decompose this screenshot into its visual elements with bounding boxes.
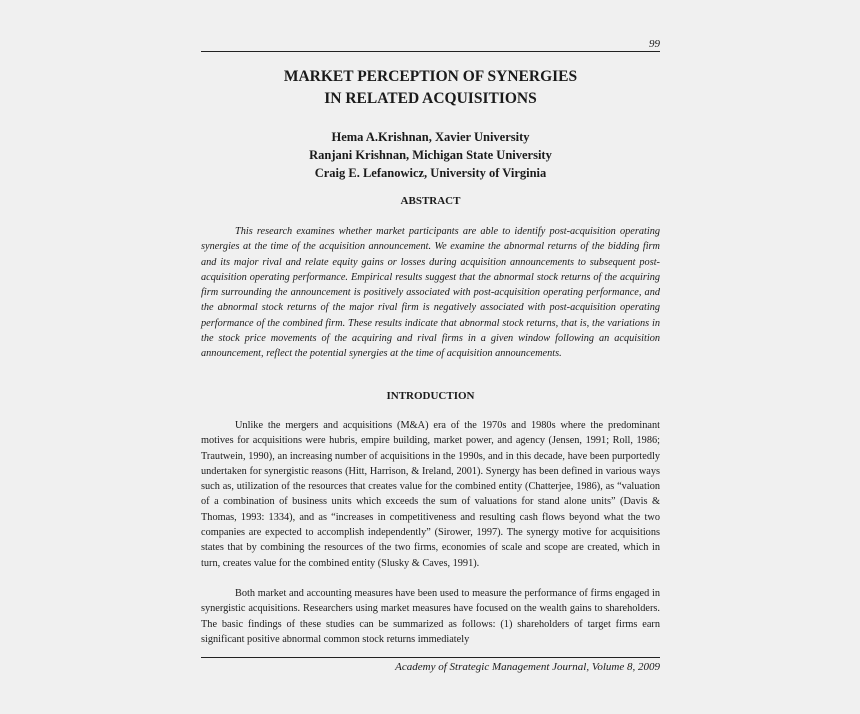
author-line: Hema A.Krishnan, Xavier University — [331, 130, 530, 144]
abstract-heading: ABSTRACT — [400, 195, 461, 207]
introduction-heading: INTRODUCTION — [386, 390, 475, 402]
body-paragraph: Unlike the mergers and acquisitions (M&A) era of the 1970s and 1980s where the predominant motives for acquisitions were hubris, empire building, market power, and agency (Jensen, 1991; Roll, 1986; Trautwein, 1990), an increasing number of acquisitions in the 1990s, and in this decade, have been purportedly undertaken for synergistic reasons (Hitt, Harrison, & Ireland, 2001). Synergy has been defined in various ways such as, utilization of the resources that creates value for the combined entity (Chatterjee, 1986), as “valuation of a combination of business units which exceeds the sum of valuations for stand alone units” (Davis & Thomas, 1993: 1334), and as “increases in competitiveness and resulting cash flows beyond what the two companies are expected to accomplish independently” (Sirower, 1997). The synergy motive for acquisitions states that by combining the resources of the two firms, economies of scale and scope are created, which in turn, creates value for the combined entity (Slusky & Caves, 1991). — [201, 420, 660, 569]
title-line: MARKET PERCEPTION OF SYNERGIES — [283, 68, 578, 85]
footer-rule — [201, 657, 660, 658]
title-line: IN RELATED ACQUISITIONS — [324, 90, 537, 107]
body-paragraph: Both market and accounting measures have been used to measure the performance of firms engaged in synergistic acquisitions. Researchers using market measures have focused on the wealth gains to shareholders. The basic findings of these studies can be summarized as follows: (1) shareholders of target firms earn significant positive abnormal common stock returns immediately — [201, 588, 660, 645]
author-line: Craig E. Lefanowicz, University of Virginia — [314, 166, 547, 180]
abstract-body: This research examines whether market participants are able to identify post-acquisition operating synergies at the time of the acquisition announcement. We examine the abnormal returns of the bidding firm and its major rival and relate equity gains or losses during acquisition announcements to subsequent post-acquisition operating performance. Empirical results suggest that the abnormal stock returns of the acquiring firm surrounding the announcement is positively associated with post-acquisition operating performance, and the abnormal stock returns of the major rival firm is negatively associated with post-acquisition operating performance of the combined firm. These results indicate that abnormal stock returns, that is, the variations in the stock price movements of the acquiring and rival firms in a given window following an acquisition announcement, reflect the potential synergies at the time of acquisition announcements. — [201, 226, 660, 360]
author-list — [201, 128, 660, 182]
page-number: 99 — [649, 38, 660, 50]
journal-footer: Academy of Strategic Management Journal, Volume 8, 2009 — [395, 661, 660, 673]
paper-title — [201, 66, 660, 110]
header-rule — [201, 51, 660, 52]
author-line: Ranjani Krishnan, Michigan State University — [309, 148, 552, 162]
